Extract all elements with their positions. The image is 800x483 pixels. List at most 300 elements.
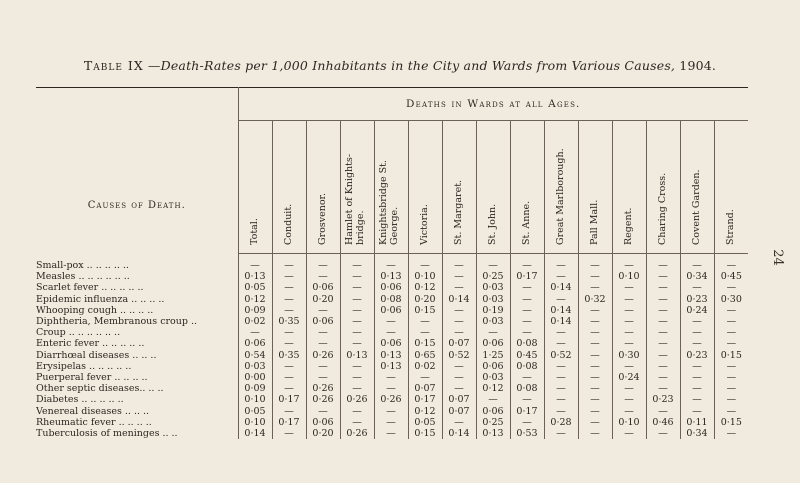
rate-cell: — xyxy=(680,394,714,405)
rate-cell: — xyxy=(510,282,544,293)
rate-cell: 0·06 xyxy=(476,361,510,372)
rate-cell: — xyxy=(442,316,476,327)
rate-cell: — xyxy=(306,327,340,338)
table-row xyxy=(36,316,748,327)
rate-cell: 0·05 xyxy=(238,406,272,417)
rate-cell: — xyxy=(340,338,374,349)
rate-cell: — xyxy=(374,372,408,383)
rate-cell: 0·45 xyxy=(510,350,544,361)
rate-cell: 0·19 xyxy=(476,305,510,316)
rate-cell: — xyxy=(510,294,544,305)
rate-cell: 0·06 xyxy=(374,305,408,316)
rate-cell: — xyxy=(646,305,680,316)
table-row xyxy=(36,428,748,439)
column-header-line: Pall Mall. xyxy=(589,199,600,245)
rate-cell: — xyxy=(726,316,737,328)
rate-cell: — xyxy=(544,338,578,349)
column-header xyxy=(476,121,510,254)
table-body xyxy=(36,254,748,440)
rate-cell: — xyxy=(726,327,737,339)
rate-cell: — xyxy=(238,254,272,272)
rate-cell: — xyxy=(442,254,476,272)
rate-cell: — xyxy=(272,428,306,439)
rate-cell: 0·32 xyxy=(578,294,612,305)
rate-cell: — xyxy=(544,254,578,272)
column-header-label xyxy=(521,201,532,245)
cause-cell: Other septic diseases.. .. .. xyxy=(36,383,238,394)
rate-cell: 0·26 xyxy=(340,428,374,439)
rate-cell: 0·52 xyxy=(544,350,578,361)
rate-cell: — xyxy=(646,361,680,372)
rate-cell: 0·15 xyxy=(408,305,442,316)
rate-cell: 0·13 xyxy=(374,361,408,372)
rate-cell: — xyxy=(680,327,714,338)
rate-cell: — xyxy=(544,428,578,439)
rate-cell: 0·14 xyxy=(442,428,476,439)
table-row xyxy=(36,327,748,338)
table-row xyxy=(36,394,748,405)
cause-cell: Diabetes .. .. .. .. .. xyxy=(36,394,238,405)
column-header-line: bridge. xyxy=(355,210,366,245)
rate-cell: 0·12 xyxy=(476,383,510,394)
rate-cell: — xyxy=(612,316,646,327)
rate-cell: — xyxy=(340,372,374,383)
rate-cell: 0·06 xyxy=(306,282,340,293)
rate-cell: — xyxy=(408,327,442,338)
rate-cell: — xyxy=(408,372,442,383)
rate-cell: — xyxy=(272,383,306,394)
rate-cell: 0·13 xyxy=(340,350,374,361)
rate-cell: 0·26 xyxy=(374,394,408,405)
rate-cell: — xyxy=(374,406,408,417)
rate-cell: 0·14 xyxy=(544,282,578,293)
cause-cell: Erysipelas .. .. .. .. .. xyxy=(36,361,238,372)
rate-cell: 0·35 xyxy=(272,316,306,327)
rate-cell: — xyxy=(646,316,680,327)
cause-cell: Scarlet fever .. .. .. .. .. xyxy=(36,282,238,293)
rate-cell: 0·13 xyxy=(374,271,408,282)
rate-cell: — xyxy=(510,417,544,428)
rate-cell: 0·15 xyxy=(720,349,742,361)
table-row xyxy=(36,383,748,394)
rate-cell: — xyxy=(374,316,408,327)
rate-cell: 0·20 xyxy=(306,294,340,305)
rate-cell: — xyxy=(272,338,306,349)
rate-cell: — xyxy=(442,417,476,428)
cause-cell: Enteric fever .. .. .. .. .. xyxy=(36,338,238,349)
rate-cell: — xyxy=(612,428,646,439)
rate-cell: 0·35 xyxy=(272,350,306,361)
table-row xyxy=(36,271,748,282)
rate-cell: 0·30 xyxy=(720,293,742,305)
column-header-line: George. xyxy=(389,206,400,245)
table-row xyxy=(36,294,748,305)
rate-cell: 0·06 xyxy=(306,417,340,428)
column-header-line: Charing Cross. xyxy=(657,172,668,245)
column-header-label xyxy=(725,209,736,245)
column-header-line: Victoria. xyxy=(419,204,430,245)
rate-cell: 0·45 xyxy=(720,271,742,283)
rate-cell: — xyxy=(340,254,374,272)
rate-cell: — xyxy=(646,254,680,272)
rate-cell: 0·34 xyxy=(680,271,714,282)
cause-column-header: Causes of Death. xyxy=(36,88,238,254)
rate-cell: — xyxy=(442,305,476,316)
rate-cell: — xyxy=(578,305,612,316)
rate-cell: 0·17 xyxy=(272,394,306,405)
cause-cell: Puerperal fever .. .. .. .. xyxy=(36,372,238,383)
column-header-label xyxy=(589,200,600,245)
column-header-line: St. Margaret. xyxy=(453,179,464,245)
rate-cell: — xyxy=(578,327,612,338)
rate-cell: — xyxy=(272,282,306,293)
rate-cell: 0·10 xyxy=(408,271,442,282)
rate-cell: — xyxy=(612,406,646,417)
column-header-label xyxy=(691,169,702,245)
rate-cell: — xyxy=(646,383,680,394)
rate-cell: — xyxy=(340,271,374,282)
column-header-label xyxy=(344,154,366,245)
column-header xyxy=(510,121,544,254)
rate-cell: 0·17 xyxy=(510,406,544,417)
rate-cell: 0·28 xyxy=(544,417,578,428)
rate-cell: — xyxy=(578,338,612,349)
rate-cell: 0·23 xyxy=(646,394,680,405)
rate-cell: 0·12 xyxy=(408,406,442,417)
rate-cell: — xyxy=(340,383,374,394)
cause-cell: Tuberculosis of meninges .. .. xyxy=(36,428,238,439)
rate-cell: — xyxy=(646,350,680,361)
rate-cell: 0·10 xyxy=(612,271,646,282)
rate-cell: 0·07 xyxy=(408,383,442,394)
table-row xyxy=(36,305,748,316)
rate-cell: 0·14 xyxy=(544,305,578,316)
rate-cell: — xyxy=(680,406,714,417)
rate-cell: — xyxy=(374,383,408,394)
cause-cell: Diphtheria, Membranous croup .. xyxy=(36,316,238,327)
rate-cell: 0·30 xyxy=(612,350,646,361)
rate-cell: 0·03 xyxy=(476,282,510,293)
rate-cell: — xyxy=(306,338,340,349)
title-lead: Table IX xyxy=(83,58,144,73)
rate-cell: 0·09 xyxy=(238,383,272,394)
rate-cell: 0·06 xyxy=(476,338,510,349)
rate-cell: — xyxy=(646,338,680,349)
table-row xyxy=(36,350,748,361)
column-header-line: Strand. xyxy=(725,209,737,245)
rate-cell: 0·26 xyxy=(306,394,340,405)
rate-cell: 0·52 xyxy=(442,350,476,361)
column-header xyxy=(544,121,578,254)
column-header-line: St. John. xyxy=(487,203,498,245)
rate-cell: 0·08 xyxy=(510,361,544,372)
rate-cell: — xyxy=(726,428,737,440)
rate-cell: — xyxy=(612,327,646,338)
rate-cell: 0·11 xyxy=(680,417,714,428)
rate-cell: 0·65 xyxy=(408,350,442,361)
rate-cell: — xyxy=(646,428,680,439)
table-row xyxy=(36,338,748,349)
cause-cell: Croup .. .. .. .. .. .. xyxy=(36,327,238,338)
rate-cell: 0·10 xyxy=(238,394,272,405)
rate-cell: 0·13 xyxy=(374,350,408,361)
column-header-label xyxy=(487,204,498,245)
rate-cell: — xyxy=(578,271,612,282)
column-header-label xyxy=(317,193,328,245)
column-header-line: Total. xyxy=(249,218,260,245)
rate-cell: 0·13 xyxy=(238,271,272,282)
rate-cell: — xyxy=(544,394,578,405)
rate-cell: 0·26 xyxy=(306,350,340,361)
column-header-line: Great Marlborough. xyxy=(555,148,566,245)
rate-cell: 0·23 xyxy=(680,294,714,305)
table-row xyxy=(36,372,748,383)
rate-cell: — xyxy=(578,350,612,361)
rate-cell: — xyxy=(340,406,374,417)
column-header-label xyxy=(249,218,260,245)
rate-cell: — xyxy=(442,271,476,282)
rate-cell: — xyxy=(544,406,578,417)
rate-cell: — xyxy=(442,282,476,293)
column-header xyxy=(408,121,442,254)
column-header-line: Covent Garden. xyxy=(691,169,702,245)
rate-cell: — xyxy=(306,361,340,372)
rate-cell: 0·05 xyxy=(408,417,442,428)
rate-cell: — xyxy=(612,338,646,349)
rate-cell: — xyxy=(646,294,680,305)
rate-cell: — xyxy=(578,361,612,372)
cause-cell: Small-pox .. .. .. .. .. xyxy=(36,254,238,272)
column-header-label xyxy=(453,180,464,245)
cause-cell: Diarrhœal diseases .. .. .. xyxy=(36,350,238,361)
rate-cell: 0·15 xyxy=(720,416,742,428)
rate-cell: 0·08 xyxy=(510,383,544,394)
rate-cell: — xyxy=(612,282,646,293)
rate-cell: — xyxy=(442,383,476,394)
cause-cell: Measles .. .. .. .. .. .. xyxy=(36,271,238,282)
rate-cell: — xyxy=(680,383,714,394)
rate-cell: — xyxy=(646,406,680,417)
rate-cell: 0·17 xyxy=(272,417,306,428)
table-row xyxy=(36,406,748,417)
rate-cell: — xyxy=(340,305,374,316)
column-header xyxy=(714,121,748,254)
rate-cell: — xyxy=(646,372,680,383)
column-header xyxy=(442,121,476,254)
rate-cell: 0·23 xyxy=(680,350,714,361)
rate-cell: 0·53 xyxy=(510,428,544,439)
column-header xyxy=(578,121,612,254)
rate-cell: 0·03 xyxy=(476,372,510,383)
column-header-line: Grosvenor. xyxy=(317,192,328,245)
rate-cell: — xyxy=(340,282,374,293)
rate-cell: — xyxy=(612,294,646,305)
rate-cell: 0·17 xyxy=(408,394,442,405)
rate-cell: 0·06 xyxy=(238,338,272,349)
table-title xyxy=(0,58,800,73)
rate-cell: — xyxy=(726,260,737,271)
rate-cell: 0·10 xyxy=(238,417,272,428)
rate-cell: — xyxy=(578,394,612,405)
rate-cell: — xyxy=(612,383,646,394)
rate-cell: 0·14 xyxy=(544,316,578,327)
rate-cell: — xyxy=(374,417,408,428)
rate-cell: — xyxy=(578,372,612,383)
rate-cell: 0·12 xyxy=(238,294,272,305)
rate-cell: — xyxy=(578,428,612,439)
rate-cell: 0·07 xyxy=(442,406,476,417)
rate-cell: — xyxy=(612,361,646,372)
title-year: 1904. xyxy=(679,58,717,73)
column-header-label xyxy=(419,204,430,245)
rate-cell: — xyxy=(272,305,306,316)
rate-cell: — xyxy=(272,271,306,282)
death-rates-table xyxy=(36,87,748,439)
rate-cell: — xyxy=(544,294,578,305)
rate-cell: 0·12 xyxy=(408,282,442,293)
rate-cell: 0·08 xyxy=(510,338,544,349)
rate-cell: — xyxy=(680,372,714,383)
rate-cell: 0·34 xyxy=(680,428,714,439)
rate-cell: — xyxy=(578,406,612,417)
column-header-line: Hamlet of Knights- xyxy=(344,153,355,245)
rate-cell: — xyxy=(646,327,680,338)
rate-cell: — xyxy=(340,316,374,327)
rate-cell: — xyxy=(612,305,646,316)
rate-cell: 0·24 xyxy=(612,372,646,383)
rate-cell: 0·26 xyxy=(340,394,374,405)
rate-cell: 0·03 xyxy=(476,316,510,327)
rate-cell: 0·15 xyxy=(408,338,442,349)
column-header xyxy=(340,121,374,254)
rate-cell: — xyxy=(578,383,612,394)
rate-cell: — xyxy=(612,394,646,405)
rate-cell: — xyxy=(476,394,510,405)
column-header-label xyxy=(657,173,668,245)
rate-cell: 0·00 xyxy=(238,372,272,383)
rate-cell: 0·02 xyxy=(408,361,442,372)
column-header xyxy=(612,121,646,254)
rate-cell: — xyxy=(340,361,374,372)
column-header-label xyxy=(555,148,566,245)
rate-cell: — xyxy=(544,383,578,394)
rate-cell: — xyxy=(726,394,737,406)
rate-cell: 0·05 xyxy=(238,282,272,293)
rate-cell: 0·03 xyxy=(476,294,510,305)
rate-cell: — xyxy=(726,360,737,372)
column-header-label xyxy=(283,204,294,245)
rate-cell: — xyxy=(726,383,737,395)
rate-cell: — xyxy=(510,316,544,327)
wards-group-header: Deaths in Wards at all Ages. xyxy=(238,88,748,121)
rate-cell: — xyxy=(612,254,646,272)
rate-cell: — xyxy=(646,282,680,293)
rate-cell: — xyxy=(510,394,544,405)
rate-cell: 0·54 xyxy=(238,350,272,361)
table-row xyxy=(36,417,748,428)
rate-cell: — xyxy=(272,254,306,272)
rate-cell: — xyxy=(726,372,737,384)
rate-cell: — xyxy=(646,271,680,282)
rate-cell: — xyxy=(680,361,714,372)
rate-cell: — xyxy=(408,254,442,272)
column-header-line: Conduit. xyxy=(283,203,294,245)
rate-cell: 0·20 xyxy=(408,294,442,305)
rate-cell: — xyxy=(374,428,408,439)
table-row xyxy=(36,282,748,293)
rate-cell: 0·06 xyxy=(476,406,510,417)
rate-cell: 0·02 xyxy=(238,316,272,327)
rate-cell: — xyxy=(544,327,578,338)
rate-cell: — xyxy=(680,338,714,349)
rate-cell: 1·25 xyxy=(476,350,510,361)
rate-cell: — xyxy=(374,327,408,338)
rate-cell: — xyxy=(578,282,612,293)
rate-cell: 0·10 xyxy=(612,417,646,428)
cause-cell: Rheumatic fever .. .. .. .. xyxy=(36,417,238,428)
rate-cell: 0·13 xyxy=(476,428,510,439)
rate-cell: — xyxy=(510,254,544,272)
rate-cell: — xyxy=(238,327,272,338)
rate-cell: 0·06 xyxy=(374,282,408,293)
rate-cell: — xyxy=(578,254,612,272)
rate-cell: — xyxy=(306,254,340,272)
cause-cell: Whooping cough .. .. .. .. xyxy=(36,305,238,316)
rate-cell: 0·09 xyxy=(238,305,272,316)
column-header xyxy=(238,121,272,254)
rate-cell: 0·15 xyxy=(408,428,442,439)
rate-cell: — xyxy=(442,327,476,338)
rate-cell: — xyxy=(726,304,737,316)
rate-cell: — xyxy=(272,361,306,372)
rate-cell: 0·17 xyxy=(510,271,544,282)
rate-cell: 0·25 xyxy=(476,417,510,428)
rate-cell: 0·26 xyxy=(306,383,340,394)
rate-cell: 0·06 xyxy=(306,316,340,327)
rate-cell: — xyxy=(306,372,340,383)
column-header xyxy=(680,121,714,254)
column-header xyxy=(374,121,408,254)
rate-cell: — xyxy=(680,316,714,327)
cause-cell: Epidemic influenza .. .. .. .. xyxy=(36,294,238,305)
rate-cell: — xyxy=(272,294,306,305)
rate-cell: 0·07 xyxy=(442,338,476,349)
column-header-line: St. Anne. xyxy=(521,200,532,245)
rate-cell: — xyxy=(272,327,306,338)
rate-cell: — xyxy=(340,327,374,338)
rate-cell: — xyxy=(340,294,374,305)
rate-cell: 0·08 xyxy=(374,294,408,305)
rate-cell: — xyxy=(306,271,340,282)
rate-cell: — xyxy=(578,316,612,327)
rate-cell: — xyxy=(476,254,510,272)
rate-cell: — xyxy=(726,405,737,417)
rate-cell: 0·14 xyxy=(442,294,476,305)
rate-cell: — xyxy=(510,305,544,316)
table-row xyxy=(36,254,748,272)
rate-cell: — xyxy=(544,361,578,372)
rate-cell: 0·07 xyxy=(442,394,476,405)
rate-cell: 0·24 xyxy=(680,305,714,316)
column-header-label xyxy=(378,160,400,245)
rate-cell: — xyxy=(726,282,737,294)
rate-cell: — xyxy=(340,417,374,428)
rate-cell: — xyxy=(680,282,714,293)
table-row xyxy=(36,361,748,372)
rate-cell: — xyxy=(510,372,544,383)
rate-cell: — xyxy=(272,406,306,417)
rate-cell: — xyxy=(306,406,340,417)
